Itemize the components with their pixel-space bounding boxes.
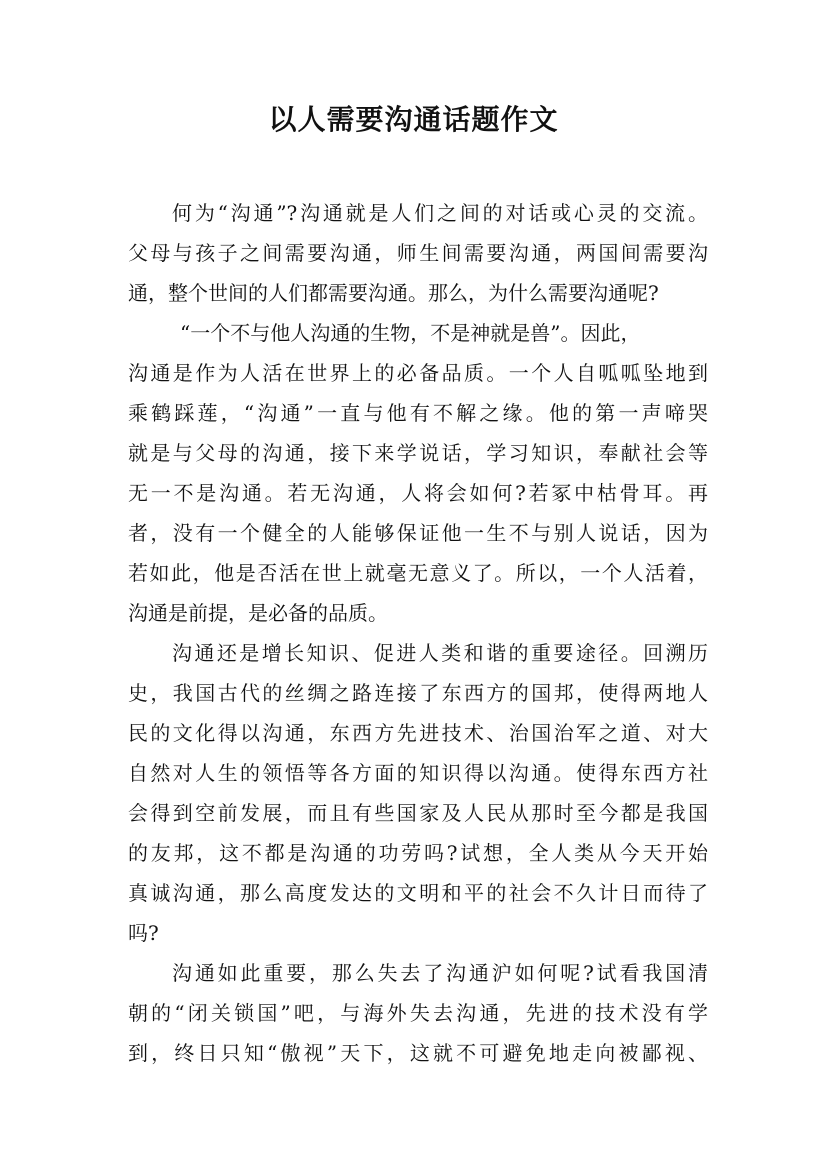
- text-line: 乘鹤踩莲，“沟通”一直与他有不解之缘。他的第一声啼哭: [128, 401, 708, 425]
- text-line: 沟通还是增长知识、促进人类和谐的重要途径。回溯历: [172, 641, 708, 665]
- text-line: 民的文化得以沟通，东西方先进技术、治国治军之道、对大: [128, 721, 708, 745]
- text-line: 真诚沟通，那么高度发达的文明和平的社会不久计日而待了: [128, 881, 708, 905]
- text-line: 若如此，他是否活在世上就毫无意义了。所以，一个人活着，: [128, 561, 708, 585]
- text-line: 沟通如此重要，那么失去了沟通沪如何呢?试看我国清: [172, 961, 708, 985]
- text-line: 父母与孩子之间需要沟通，师生间需要沟通，两国间需要沟: [128, 241, 708, 265]
- document-title: 以人需要沟通话题作文: [268, 103, 559, 136]
- text-line: 自然对人生的领悟等各方面的知识得以沟通。使得东西方社: [128, 761, 708, 785]
- text-line: 史，我国古代的丝绸之路连接了东西方的国邦，使得两地人: [128, 681, 708, 705]
- text-line: 者，没有一个健全的人能够保证他一生不与别人说话，因为: [128, 521, 708, 545]
- text-line: 就是与父母的沟通，接下来学说话，学习知识，奉献社会等: [128, 441, 708, 465]
- text-line: 沟通是前提，是必备的品质。: [128, 601, 388, 625]
- essay-body: [128, 193, 708, 1073]
- text-line: 吗?: [128, 921, 159, 945]
- text-line: 会得到空前发展，而且有些国家及人民从那时至今都是我国: [128, 801, 708, 825]
- text-line: 通，整个世间的人们都需要沟通。那么，为什么需要沟通呢?: [128, 281, 659, 305]
- text-line: 何为“沟通”?沟通就是人们之间的对话或心灵的交流。: [172, 201, 708, 225]
- text-line: 到，终日只知“傲视”天下，这就不可避免地走向被鄙视、: [128, 1041, 708, 1065]
- text-line: “一个不与他人沟通的生物，不是神就是兽”。因此，: [180, 321, 641, 345]
- text-line: 的友邦，这不都是沟通的功劳吗?试想，全人类从今天开始: [128, 841, 708, 865]
- text-line: 朝的“闭关锁国”吧，与海外失去沟通，先进的技术没有学: [128, 1001, 708, 1025]
- text-line: 沟通是作为人活在世界上的必备品质。一个人自呱呱坠地到: [128, 361, 708, 385]
- text-line: 无一不是沟通。若无沟通，人将会如何?若冢中枯骨耳。再: [128, 481, 708, 505]
